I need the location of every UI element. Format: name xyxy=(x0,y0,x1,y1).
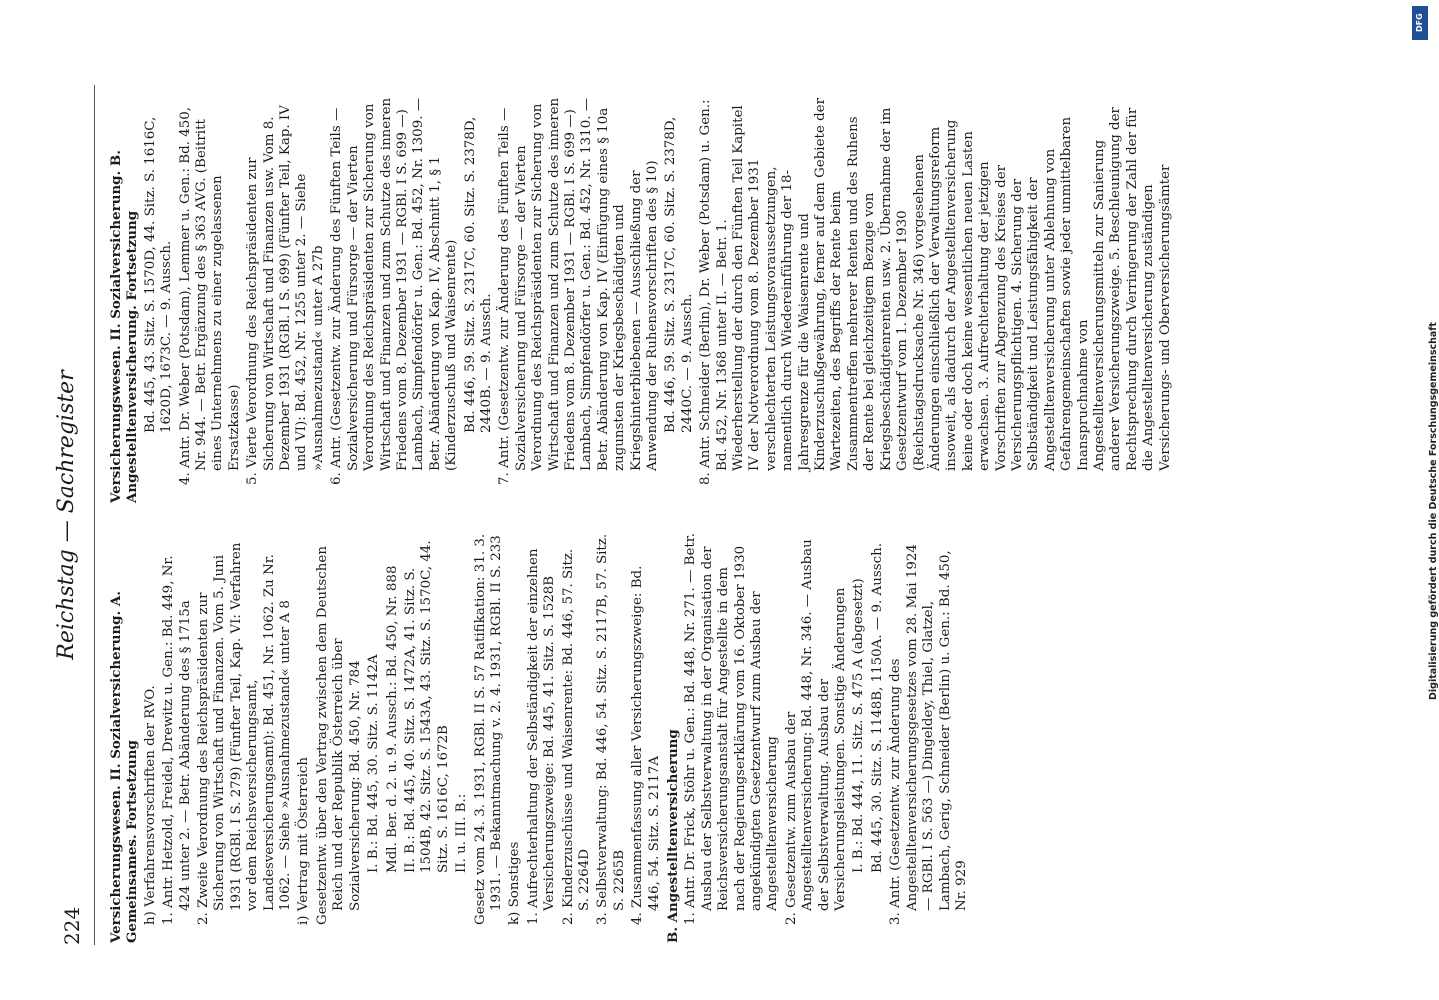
page-header xyxy=(54,85,94,945)
register-entry: 5. Vierte Verordnung des Reichspräsidenten zur Sicherung von Wirtschaft und Finanzen usw. Vom 8. Dezember 1931 (RGBl. I S. 699) (Fünfter Teil, Kap. IV und VI): Bd. 452, Nr. 1255 unter 2. — Siehe »Ausnahmezustand« unter A 27b xyxy=(245,105,326,485)
running-title: Reichstag — Sachregister xyxy=(54,370,79,660)
register-entry: I. B.: Bd. 444, 11. Sitz. S. 475 A (abgesetzt) xyxy=(851,578,867,873)
register-entry: 1. Antr. Dr. Frick, Stöhr u. Gen.: Bd. 448, Nr. 271. — Betr. Ausbau der Selbstverwaltung in der Organisation der Reichsversicherungsanstalt für Angestellte in dem nach der Regierungserklärung vom 16. Oktober 1930 angekündigten Gesetzentwurf zum Ausbau der Angestelltenversicherung xyxy=(683,533,781,925)
register-entry: II. B.: Bd. 445, 40. Sitz. S. 1472A, 41. Sitz. S. 1504B, 42. Sitz. S. 1543A, 43. Sitz. S. 1570C, 44. Sitz. S. 1616C, 1672B xyxy=(402,540,451,873)
register-entry: 8. Antr. Schneider (Berlin), Dr. Weber (Potsdam) u. Gen.: Bd. 452, Nr. 1368 unter II. — Betr. 1. Wiederherstellung der durch den Fünften Teil Kapitel IV der Notverordnung vom 8. Dezember 1931 verschlechterten Leistungsvoraussetzungen, namentlich durch Wiedereinführung der 18-Jahresgrenze für die Waisenrente und Kinderzuschußgewährung, ferner auf dem Gebiete der Wartezeiten, des Begriffs der Rente beim Zusammentreffen mehrerer Renten und des Ruhens der Rente bei gleichzeitigem Bezuge von Kriegsbeschädigtenrenten usw. 2. Übernahme der im Gesetzentwurf vom 1. Dezember 1930 (Reichstagsdrucksache Nr. 346) vorgesehenen Änderungen einschließlich der Verwaltungsreform insoweit, als dadurch der Angestelltenversicherung keine oder doch keine wesentlichen neuen Lasten erwachsen. 3. Aufrechterhaltung der jetzigen Vorschriften zur Abgrenzung des Kreises der Versicherungspflichtigen. 4. Sicherung der Selbständigkeit und Leistungsfähigkeit der Angestelltenversicherung unter Ablehnung von Gefahrengemeinschaften sowie jeder unmittelbaren Inanspruchnahme von Angestelltenversicherungsmitteln zur Sanierung anderer Versicherungszweige. 5. Beschleunigung der Rechtsprechung durch Verringerung der Zahl der für die Angestelltenversicherung zuständigen Versicherungs- und Oberversicherungsämter xyxy=(698,98,1173,485)
register-entry: Bd. 445, 30. Sitz. S. 1148B, 1150A. — 9. Aussch. xyxy=(869,543,885,873)
register-entry: 1. Antr. Hetzold, Freidel, Drewitz u. Gen.: Bd. 449, Nr. 424 unter 2. — Betr. Abänderung des § 1715a xyxy=(161,555,193,925)
register-entry: 1. Aufrechterhaltung der Selbständigkeit der einzelnen Versicherungszweige: Bd. 445, 41. Sitz. S. 1528B xyxy=(525,548,558,925)
register-entry: 2. Zweite Verordnung des Reichspräsidenten zur Sicherung von Wirtschaft und Finanzen. Vom 5. Juni 1931 (RGBl. I S. 279) (Fünfter Teil, Kap. VI: Verfahren vor dem Reichsversicherungsamt, Landesversicherungsamt): Bd. 451, Nr. 1062. Zu Nr. 1062. — Siehe »Ausnahmezustand« unter A 8 xyxy=(196,542,294,925)
register-entry: Versicherungswesen. II. Sozialversicherung. A. Gemeinsames. Fortsetzung xyxy=(108,591,141,943)
register-entry: 3. Antr. (Gesetzentw. zur Änderung des Angestelltenversicherungsgesetzes vom 28. Mai 1924 — RGBl. I S. 563 —) Dingeldey, Thiel, Glatzel, Lambach, Gerig, Schneider (Berlin) u. Gen.: Bd. 450, Nr. 929 xyxy=(888,544,969,925)
register-entry: Versicherungswesen. II. Sozialversicherung. B. Angestelltenversicherung. Fortsetzung xyxy=(108,150,141,503)
register-entry: Bd. 446, 59. Sitz. S. 2317C, 60. Sitz. S. 2378D, 2440B. — 9. Aussch. xyxy=(462,116,494,433)
register-entry: 6. Antr. (Gesetzentw. zur Änderung des Fünften Teils — Sozialversicherung und Fürsorge — der Vierten Verordnung des Reichspräsidenten zur Sicherung von Wirtschaft und Finanzen und zum Schutze des inneren Friedens vom 8. Dezember 1931 — RGBl. I S. 699 —) Lambach, Simpfendörfer u. Gen.: Bd. 452, Nr. 1309. — Betr. Abänderung von Kap. IV, Abschnitt 1, § 1 (Kinderzuschuß und Waisenrente) xyxy=(329,97,460,485)
register-entry: Bd. 445, 43. Sitz. S. 1570D, 44. Sitz. S. 1616C, 1620D, 1673C. — 9. Aussch. xyxy=(142,116,175,433)
left-column xyxy=(108,533,972,943)
register-entry: k) Sonstiges xyxy=(507,841,523,925)
register-entry: 4. Antr. Dr. Weber (Potsdam), Lemmer u. Gen.: Bd. 450, Nr. 944. — Betr. Ergänzung des § 363 AVG. (Beitritt eines Unternehmens zu einer zugelassenen Ersatzkasse) xyxy=(177,106,242,485)
register-entry: Gesetz vom 24. 3. 1931, RGBl. II S. 57 Ratifikation: 31. 3. 1931. — Bekanntmachung v. 2. 4. 1931, RGBl. II S. 233 xyxy=(472,533,504,925)
register-entry: B. Angestelltenversicherung xyxy=(665,729,681,943)
register-entry: II. u. III. B.: xyxy=(454,793,470,873)
register-entry: 2. Gesetzentw. zum Ausbau der Angestelltenversicherung: Bd. 448, Nr. 346. — Ausbau der Selbstverwaltung. Ausbau der Versicherungsleistungen. Sonstige Änderungen xyxy=(783,539,849,925)
register-entry: i) Vertrag mit Österreich xyxy=(296,756,312,925)
right-column xyxy=(108,93,1176,503)
dfg-logo: DFG xyxy=(1412,6,1428,40)
register-entry: Gesetzentw. über den Vertrag zwischen dem Deutschen Reich und der Republik Österreich über Sozialversicherung: Bd. 450, Nr. 784 xyxy=(314,546,363,925)
register-entry: Bd. 446, 59. Sitz. S. 2317C, 60. Sitz. S. 2378D, 2440C. — 9. Aussch. xyxy=(663,116,695,433)
header-rule xyxy=(94,85,95,945)
register-entry: 4. Zusammenfassung aller Versicherungszweige: Bd. 446, 54. Sitz. S. 2117A xyxy=(630,565,662,925)
register-entry: 2. Kinderzuschüsse und Waisenrente: Bd. 446, 57. Sitz. S. 2264D xyxy=(560,548,592,925)
digitization-note: Digitalisierung gefördert durch die Deutsche Forschungsgemeinschaft xyxy=(1428,322,1439,700)
register-entry: I. B.: Bd. 445, 30. Sitz. S. 1142A xyxy=(366,654,382,873)
rotated-page xyxy=(50,65,1350,965)
register-entry: h) Verfahrensvorschriften der RVO. xyxy=(142,685,158,925)
digitization-sidebar xyxy=(1404,0,1439,1000)
register-entry: 3. Selbstverwaltung: Bd. 446, 54. Sitz. S. 2117B, 57. Sitz. S. 2265B xyxy=(595,533,627,925)
page-number: 224 xyxy=(60,906,84,945)
register-entry: 7. Antr. (Gesetzentw. zur Änderung des Fünften Teils — Sozialversicherung und Fürsorge — der Vierten Verordnung des Reichspräsidenten zur Sicherung von Wirtschaft und Finanzen und zum Schutze des inneren Friedens vom 8. Dezember 1931 — RGBl. I S. 699 —) Lambach, Simpfendörfer u. Gen.: Bd. 452, Nr. 1310. — Betr. Abänderung von Kap. IV (Einfügung eines § 10a zugunsten der Kriegsbeschädigten und Kriegshinterbliebenen — Ausschließung der Anwendung der Ruhensvorschriften des § 10) xyxy=(497,97,660,485)
register-entry: Mdl. Ber. d. 2. u. 9. Aussch.: Bd. 450, Nr. 888 xyxy=(384,565,400,873)
